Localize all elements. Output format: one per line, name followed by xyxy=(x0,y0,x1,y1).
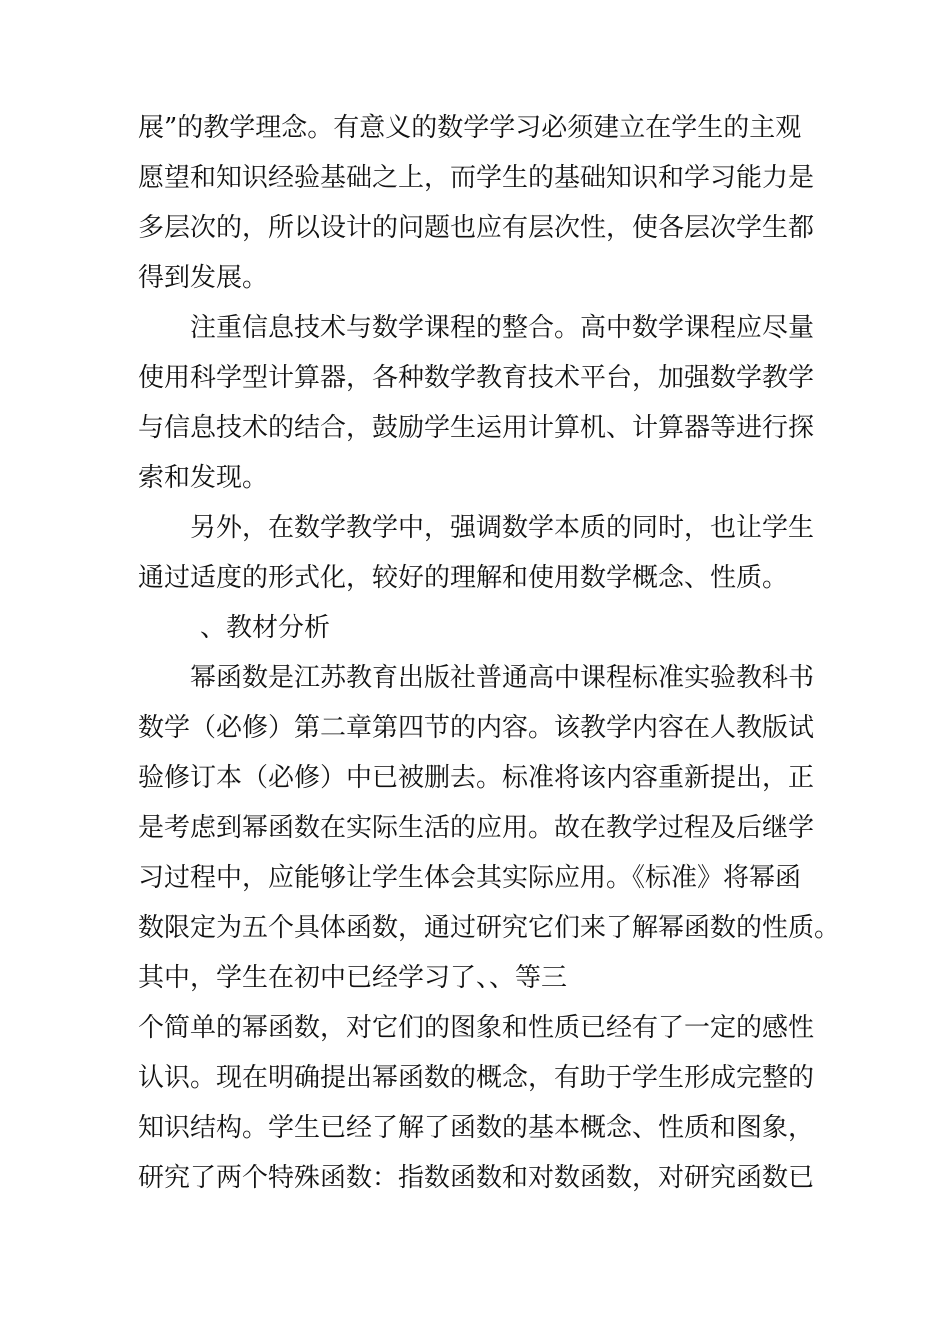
text-line: 是考虑到幂函数在实际生活的应用。故在教学过程及后继学 xyxy=(138,813,815,843)
text-line: 愿望和知识经验基础之上，而学生的基础知识和学习能力是 xyxy=(138,163,815,193)
text-line: 展”的教学理念。有意义的数学学习必须建立在学生的主观 xyxy=(138,113,802,143)
paragraph-start-line: 另外，在数学教学中，强调数学本质的同时，也让学生 xyxy=(190,513,815,543)
text-line: 知识结构。学生已经了解了函数的基本概念、性质和图象， xyxy=(138,1113,815,1143)
text-line: 数限定为五个具体函数，通过研究它们来了解幂函数的性质。 xyxy=(138,913,841,943)
text-line: 与信息技术的结合，鼓励学生运用计算机、计算器等进行探 xyxy=(138,413,815,443)
text-line: 研究了两个特殊函数：指数函数和对数函数，对研究函数已 xyxy=(138,1163,815,1193)
text-line: 通过适度的形式化，较好的理解和使用数学概念、性质。 xyxy=(138,563,789,593)
paragraph-start-line: 注重信息技术与数学课程的整合。高中数学课程应尽量 xyxy=(190,313,815,343)
text-line: 验修订本（必修）中已被删去。标准将该内容重新提出，正 xyxy=(138,763,815,793)
text-line: 数学（必修）第二章第四节的内容。该教学内容在人教版试 xyxy=(138,713,815,743)
text-line: 多层次的，所以设计的问题也应有层次性，使各层次学生都 xyxy=(138,213,815,243)
text-line: 个简单的幂函数，对它们的图象和性质已经有了一定的感性 xyxy=(138,1013,815,1043)
text-line: 其中，学生在初中已经学习了、、等三 xyxy=(138,963,568,993)
paragraph-start-line: 幂函数是江苏教育出版社普通高中课程标准实验教科书 xyxy=(190,663,815,693)
section-heading: 、教材分析 xyxy=(200,613,331,643)
text-line: 习过程中，应能够让学生体会其实际应用。《标准》将幂函 xyxy=(138,863,802,893)
text-line: 认识。现在明确提出幂函数的概念，有助于学生形成完整的 xyxy=(138,1063,815,1093)
text-line: 得到发展。 xyxy=(138,263,269,293)
text-line: 索和发现。 xyxy=(138,463,269,493)
text-line: 使用科学型计算器，各种数学教育技术平台，加强数学教学 xyxy=(138,363,815,393)
